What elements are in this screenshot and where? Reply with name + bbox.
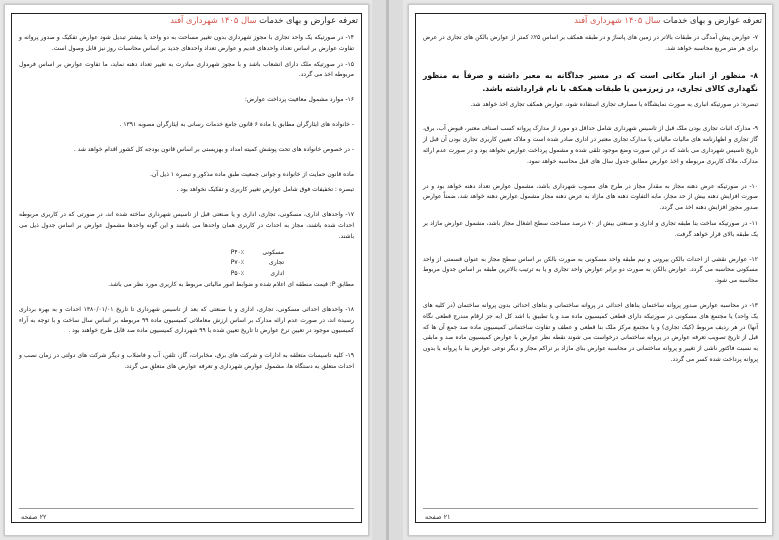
page-body [423,33,758,505]
header-title: تعرفه عوارض و بهای خدمات [259,15,358,25]
paragraph: تبصره: در صورتیکه انباری به صورت نمایشگاه یا مصارف تجاری استفاده شود، عوارض همکف تجاری اخذ خواهد شد. [470,100,758,108]
page-number: ۲۲ صفحه [21,513,47,521]
list-item [19,248,354,259]
paragraph: ۷- عوارض پیش آمدگی در طبقات بالاتر در زمین های پاساژ و در طبقه همکف بر اساس ۲۵٪ کمتر از عوارض بالکن های تجاری در عرض برای هر متر مربع محاسبه خواهد شد. [423,34,758,52]
list-item-value: P۵۰٪ [230,270,244,278]
list-item [19,258,354,269]
paragraph: ۱۷- واحدهای اداری، مسکونی، تجاری، اداری و یا صنعتی قبل از تاسیس شهرداری ساخته شده اند، در صورتی که در کاربری مربوطه احداث شده باشند، مجاز به احداث در کاربری همان واحدها می باشند و این گونه واحدها مشمول عوارض بر اساس جدول ذیل می باشند. [19,211,354,240]
list-item-value: P۴۰٪ [230,248,244,256]
paragraph: ۱۰- در صورتیکه عرض دهنه مجاز به مقدار مجاز در طرح های مصوب شهرداری باشد، مشمول عوارض تعداد دهنه خواهد بود و در صورت افزایش دهنه بیش از حد مجاز، مابه التفاوت دهنه های مازاد به عرض دهنه مجاز مشمول عوارض دهنه خواهد شد، ضمناً عوارض صدور مجوز افزایش دهنه اخذ می گردد. [423,182,758,212]
gutter-divider [386,0,389,540]
paragraph: ۱۵- در صورتیکه ملک دارای انشعاب باشد و با مجوز شهرداری مبادرت به تغییر تعداد دهنه نماید، ما تفاوت عوارض بر اساس فرمول مربوطه اخذ می گردد. [19,60,354,79]
list-item-value: P۷۰٪ [230,259,244,267]
header-title: تعرفه عوارض و بهای خدمات [663,15,762,25]
paragraph: ۱۸- واحدهای احداثی مسکونی، تجاری، اداری و یا صنعتی که بعد از تاسیس شهرداری تا تاریخ ۱۳۸۰/۰۱/۰۱ احداث و به بهره برداری رسیده اند، در صورت عدم ارائه مدارک بر اساس ارزش معاملاتی کمیسیون ماده ۹۹ مربوطه بر اساس سال ساخت و با توجه به آراء کمیسیون موجود در تعیین نرخ عوارض تا تاریخ تعیین شده با ۹۹ شهرداری کمیسیون ماده صد قابل طرح خواهند بود . [19,305,355,335]
list-item-label: تجاری [269,259,284,267]
paragraph: ۱۹- کلیه تاسیسات متعلقه به ادارات و شرکت های برق، مخابرات، گاز، تلفن، آب و فاضلاب و دیگر شرکت های دولتی در زمان نصب و احداث متعلق به دستگاه ها، مشمول عوارض شهرداری و تعرفه عوارض های متعلق می گردد. [19,352,354,370]
page-gutter [372,0,403,540]
paragraph: - در خصوص خانواده های تحت پوشش کمیته امداد و بهزیستی بر اساس قانون بودجه کل کشور اقدام خواهد شد . [73,145,354,153]
paragraph: ۱۲- عوارض نقشی از احداث بالکن بیرونی و نیم طبقه واحد مسکونی به صورت بالکن بر اساس سطح مجاز به عنوان قسمتی از واحد مسکونی محاسبه می گردد. عوارض بالکن به صورت دو برابر عوارض واحد تجاری و یا به ترتیب بالاترین طبقه بر اساس جدول مربوط محاسبه می شود. [423,255,758,285]
header-highlight: سال ۱۴۰۵ شهرداری آفند [170,15,257,25]
footer-divider [423,508,758,509]
paragraph: ۱۶- موارد مشمول معافیت پرداخت عوارض: [244,96,354,104]
paragraph: ماده قانون حمایت از خانواده و جوانی جمعیت طبق ماده مذکور و تبصره ۱ ذیل آن. [150,170,354,178]
list-item [19,269,354,280]
document-page-left [4,4,369,536]
list-item-label: اداری [270,270,284,278]
document-page-right [408,4,773,536]
paragraph: ۱۴- در صورتیکه یک واحد تجاری با مجوز شهرداری بدون تغییر مساحت به دو واحد یا بیشتر تبدیل شود عوارض تفکیک و صدور پروانه و تفاوت عوارض بر اساس تعداد واحدهای قدیم و عوارض تعداد واحدهای جدید بر اساس محاسبات روز نیز قابل وصول است. [19,34,354,52]
header-highlight: سال ۱۴۰۵ شهرداری آفند [574,15,661,25]
table-note: مطابق P: قیمت منطقه ای اعلام شده و ضوابط امور مالیاتی مربوط به کاربری مورد نظر می باشد. [108,280,354,288]
paragraph: تبصره : تخفیفات فوق شامل عوارض تغییر کاربری و تفکیک نخواهد بود . [176,186,354,194]
paragraph: ۸- منظور از انبار مکانی است که در مسیر جداگانه به معبر داشته و صرفاً به منظور نگهداری کالای تجاری، در زیرزمین یا طبقات همکف با نام قرارداشته باشد. [423,70,758,93]
paragraph: - خانواده های ایثارگران مطابق با ماده ۶ قانون جامع خدمات رسانی به ایثارگران مصوبه ۱۳۹۱ . [119,120,354,128]
footer-divider [19,508,354,509]
page-header [419,15,762,26]
paragraph: ۱۱- در صورتیکه ساخت بنا طبقه تجاری و اداری و صنعتی بیش از ۷۰ درصد مساحت سطح اشغال مجاز باشد، مشمول عوارض مازاد بر یک طبقه بالای قرار خواهد گرفت. [423,219,759,238]
page-number: ۲۱ صفحه [425,513,451,521]
page-header [15,15,358,26]
paragraph: ۹- مدارک اثبات تجاری بودن ملک قبل از تاسیس شهرداری شامل حداقل دو مورد از مدارک پروانه کسب اصناف معتبر، قبوض آب، برق، گاز تجاری و اظهارنامه های مالیات مالیاتی یا مدارک تجاری معتبر در اداری صادر شده است و ملاک تعیین کاربری تجاری بودن آن قبل از تاریخ تاسیس شهرداری می باشد که در این صورت وضع موجود تلقی شده و مشمول پرداخت عوارض نخواهد بود و در صورت عدم ارائه مدارک، ملاک کاربری مربوطه و اخذ عوارض مطابق جدول سال های قبل محاسبه خواهد نمود. [423,125,758,165]
paragraph: ۱۳- در محاسبه عوارض صدور پروانه ساختمان بناهای احداثی در پروانه ساختمانی و بناهای احداثی بدون پروانه ساختمان (در کلیه های یک واحد) یا مجتمع های مسکونی در صورتیکه دارای قطعی کمیسیون ماده صد و یا تطبیق با اشد کل (به جز ارقام مندرج قطعی نگاه آنها) در هر ردیف مربوط (کیک تجاری) و یا مجتمع مرکز ملک بنا قطعی و عطف و تفاوت ساختمانی کمیسیون ماده صد جمع آن ها که قبل از تاریخ تصویب تعرفه عوارض در پروانه ساختمانی درخواست می شوند نقطه نظر عوارض با عوارض کمیسیون ماده صد و مابقی به نسبت فاکتور ناشی از تغییر و پروانه ساختمانی در محاسبه عوارض بنای مازاد بر تراکم مجاز و دیگر نوعی عوارض بنا با پروانه یا بدون پروانه پرداخت شده کسر می گردد. [423,301,758,363]
list-item-label: مسکونی [262,248,284,256]
page-body [19,33,354,505]
